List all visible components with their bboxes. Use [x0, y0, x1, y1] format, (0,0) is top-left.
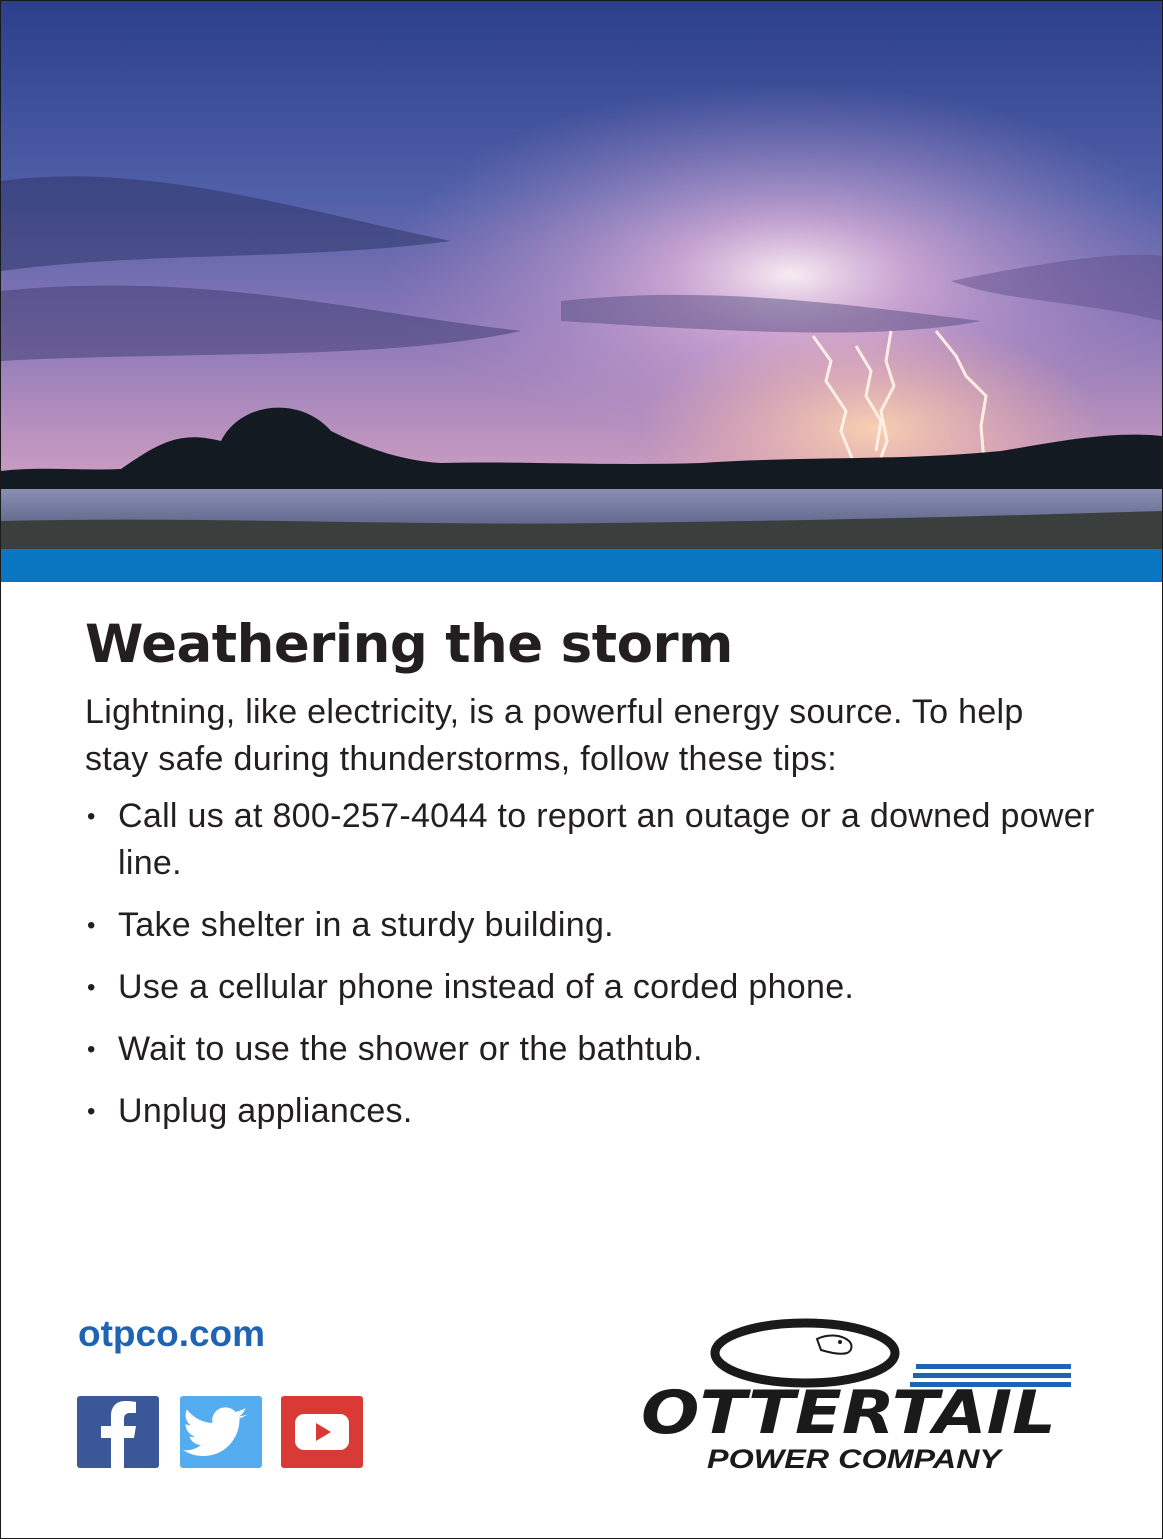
- storm-photo: [1, 1, 1162, 549]
- youtube-icon[interactable]: [281, 1396, 363, 1468]
- list-item: • Unplug appliances.: [85, 1088, 1095, 1135]
- tips-list: [85, 793, 1095, 1135]
- twitter-icon[interactable]: [180, 1396, 262, 1468]
- page-title: Weathering the storm: [85, 614, 733, 675]
- main-content: [85, 613, 1095, 1150]
- intro-paragraph: Lightning, like electricity, is a powerful energy source. To help stay safe during thunderstorms, follow these tips:: [85, 692, 1024, 778]
- company-logo: [641, 1313, 1081, 1483]
- bullet-icon: •: [87, 1097, 96, 1125]
- logo-name: OTTERTAIL: [641, 1378, 1056, 1448]
- list-item: • Use a cellular phone instead of a corded phone.: [85, 964, 1095, 1011]
- facebook-icon[interactable]: [77, 1396, 159, 1468]
- list-item: • Wait to use the shower or the bathtub.: [85, 1026, 1095, 1073]
- bullet-icon: •: [87, 911, 96, 939]
- list-item: • Call us at 800-257-4044 to report an outage or a downed power line.: [85, 793, 1095, 887]
- lightning-storm-image: [1, 1, 1162, 549]
- logo-subtitle: POWER COMPANY: [707, 1444, 1005, 1474]
- website-link[interactable]: otpco.com: [78, 1313, 266, 1354]
- accent-band: [1, 549, 1162, 582]
- otter-logo-icon: [641, 1313, 1081, 1483]
- bullet-icon: •: [87, 1035, 96, 1063]
- bullet-icon: •: [87, 973, 96, 1001]
- list-item: • Take shelter in a sturdy building.: [85, 902, 1095, 949]
- bullet-icon: •: [87, 802, 96, 830]
